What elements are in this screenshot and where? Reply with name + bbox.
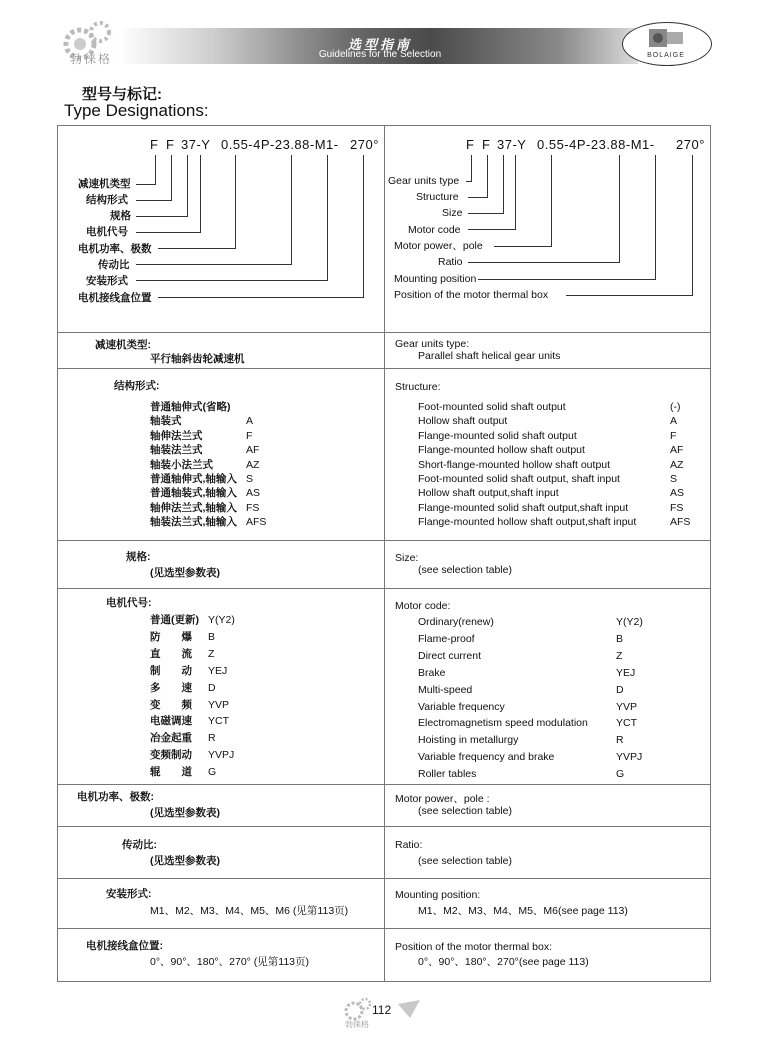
legend-cn: 安装形式 — [86, 275, 128, 287]
legend-en: Motor power、pole — [394, 240, 483, 252]
motor-code-cn: YVP — [208, 698, 230, 711]
motor-code-en: YCT — [616, 717, 637, 730]
legend-cn: 结构形式 — [86, 194, 128, 206]
motor-code-en: Z — [616, 649, 623, 662]
ratio-value-cn: (见选型参数表) — [150, 855, 220, 867]
legend-cn: 传动比 — [98, 259, 130, 271]
thermal-box-value-en: 0°、90°、180°、270°(see page 113) — [418, 956, 589, 968]
gear-type-label-en: Gear units type: — [395, 338, 470, 350]
row-divider — [57, 540, 711, 541]
motor-item-en: Brake — [418, 666, 446, 679]
structure-item-cn: 普通轴伸式(省略) — [150, 401, 231, 413]
structure-code-cn: F — [246, 429, 253, 442]
motor-code-en: G — [616, 768, 625, 781]
motor-code-cn: D — [208, 681, 216, 694]
structure-code-cn: AS — [246, 487, 261, 500]
motor-item-cn: 变频制动 — [150, 749, 192, 762]
motor-item-cn: 冶金起重 — [150, 732, 192, 745]
legend-cn: 规格 — [110, 210, 131, 222]
motor-code-cn: YCT — [208, 715, 229, 728]
legend-en: Structure — [416, 191, 459, 203]
structure-code-en: AFS — [670, 516, 691, 529]
thermal-box-value-cn: 0°、90°、180°、270° (见第113页) — [150, 956, 310, 968]
logo-left-text: 勃徕格 — [70, 52, 113, 66]
structure-item-cn: 轴装小法兰式 — [150, 458, 213, 471]
code-part: 37-Y — [497, 137, 527, 152]
structure-item-en: Flange-mounted solid shaft output — [418, 429, 577, 442]
ratio-value-en: (see selection table) — [418, 855, 512, 867]
motor-item-cn: 制 动 — [150, 664, 192, 677]
mounting-value-cn: M1、M2、M3、M4、M5、M6 (见第113页) — [150, 905, 349, 917]
code-part: F — [466, 137, 475, 152]
row-divider — [57, 878, 711, 879]
structure-item-cn: 轴装法兰式 — [150, 444, 203, 457]
section-title-cn: 型号与标记: — [82, 86, 162, 103]
motor-power-label-en: Motor power、pole : — [395, 793, 490, 805]
section-title-en: Type Designations: — [64, 101, 209, 120]
row-divider — [57, 784, 711, 785]
motor-code-cn: G — [208, 766, 217, 779]
code-part: 270° — [676, 137, 705, 152]
footer-logo-text: 勃徕格 — [345, 1020, 369, 1029]
legend-en: Motor code — [408, 224, 461, 236]
structure-code-en: F — [670, 429, 677, 442]
motor-item-en: Direct current — [418, 649, 482, 662]
motor-item-cn: 防 爆 — [150, 630, 192, 643]
motor-code-en: R — [616, 734, 624, 747]
structure-item-cn: 轴装式 — [150, 415, 182, 428]
code-part: 0.55-4P-23.88-M1- — [221, 137, 339, 152]
header-title-en: Guidelines for the Selection — [318, 49, 442, 60]
motor-code-cn: Z — [208, 647, 215, 660]
motor-item-en: Hoisting in metallurgy — [418, 734, 519, 747]
code-part: 270° — [350, 137, 379, 152]
structure-code-cn: S — [246, 473, 254, 485]
motor-item-en: Ordinary(renew) — [418, 616, 494, 628]
gear-type-label-cn: 减速机类型: — [95, 339, 151, 351]
code-part: 37-Y — [181, 137, 211, 152]
page-arrow-icon — [398, 1000, 420, 1018]
motor-code-en: D — [616, 683, 624, 696]
motor-code-cn: Y(Y2) — [208, 614, 235, 626]
structure-item-en: Hollow shaft output — [418, 415, 508, 428]
structure-code-cn: AFS — [246, 516, 267, 529]
motor-code-cn: YEJ — [208, 664, 228, 677]
thermal-box-label-en: Position of the motor thermal box: — [395, 941, 552, 953]
code-part: F — [166, 137, 175, 152]
structure-code-cn: A — [246, 415, 254, 428]
motor-code-label-cn: 电机代号: — [106, 597, 152, 609]
structure-item-en: Flange-mounted hollow shaft output,shaft input — [418, 516, 637, 529]
motor-power-value-cn: (见选型参数表) — [150, 807, 220, 819]
structure-item-en: Hollow shaft output,shaft input — [418, 487, 559, 500]
size-value-cn: (见选型参数表) — [150, 567, 220, 579]
legend-cn: 减速机类型 — [78, 178, 131, 190]
row-divider — [57, 928, 711, 929]
structure-item-en: Flange-mounted solid shaft output,shaft input — [418, 501, 629, 514]
mounting-value-en: M1、M2、M3、M4、M5、M6(see page 113) — [418, 905, 628, 917]
legend-en: Ratio — [438, 256, 463, 268]
motor-item-en: Electromagnetism speed modulation — [418, 717, 588, 730]
legend-cn: 电机代号 — [86, 226, 128, 238]
legend-en: Mounting position — [394, 273, 477, 285]
brand-logo — [622, 22, 712, 66]
table-divider — [384, 125, 385, 982]
motor-code-cn: B — [208, 630, 216, 643]
size-value-en: (see selection table) — [418, 564, 512, 576]
gear-type-value-cn: 平行轴斜齿轮减速机 — [150, 353, 245, 365]
motor-code-en: YVP — [616, 700, 638, 713]
gear-type-value-en: Parallel shaft helical gear units — [418, 350, 561, 362]
legend-en: Gear units type — [388, 175, 460, 187]
structure-item-cn: 普通轴伸式,轴输入 — [150, 473, 237, 485]
structure-item-cn: 轴伸法兰式 — [150, 429, 203, 442]
code-part: F — [482, 137, 491, 152]
brand-logo-text: BOLAIGE — [647, 52, 685, 59]
motor-item-cn: 电磁调速 — [150, 715, 192, 728]
structure-item-cn: 轴伸法兰式,轴输入 — [150, 501, 237, 514]
motor-item-cn: 普通(更新) — [150, 614, 199, 626]
motor-power-label-cn: 电机功率、极数: — [77, 791, 154, 803]
row-divider — [57, 826, 711, 827]
structure-code-en: (-) — [670, 401, 681, 413]
mounting-label-cn: 安装形式: — [106, 888, 152, 900]
structure-code-en: S — [670, 473, 678, 485]
motor-item-cn: 辊 道 — [150, 766, 192, 779]
structure-label-en: Structure: — [395, 381, 441, 393]
size-label-en: Size: — [395, 552, 419, 564]
mounting-label-en: Mounting position: — [395, 889, 481, 901]
motor-power-value-en: (see selection table) — [418, 805, 512, 817]
size-label-cn: 规格: — [126, 551, 151, 563]
structure-item-en: Short-flange-mounted hollow shaft output — [418, 458, 611, 471]
motor-code-en: YEJ — [616, 666, 636, 679]
motor-code-label-en: Motor code: — [395, 600, 451, 612]
structure-code-en: AZ — [670, 458, 684, 471]
motor-item-en: Multi-speed — [418, 683, 473, 696]
structure-item-en: Flange-mounted hollow shaft output — [418, 444, 585, 457]
motor-code-en: YVPJ — [616, 751, 643, 764]
legend-cn: 电机接线盒位置 — [78, 292, 152, 304]
motor-code-cn: YVPJ — [208, 749, 235, 762]
legend-en: Size — [442, 207, 463, 219]
structure-code-cn: AZ — [246, 458, 260, 471]
structure-item-cn: 轴装法兰式,轴输入 — [150, 516, 237, 529]
row-divider — [57, 588, 711, 589]
motor-item-cn: 变 频 — [150, 698, 192, 711]
motor-item-en: Flame-proof — [418, 632, 475, 645]
ratio-label-cn: 传动比: — [122, 839, 157, 851]
header-title-cn: 选型指南 — [347, 37, 412, 52]
thermal-box-label-cn: 电机接线盒位置: — [86, 940, 163, 952]
ratio-label-en: Ratio: — [395, 839, 423, 851]
motor-code-en: B — [616, 632, 624, 645]
motor-item-cn: 多 速 — [150, 681, 192, 694]
motor-item-en: Roller tables — [418, 768, 477, 781]
structure-item-en: Foot-mounted solid shaft output, shaft input — [418, 473, 620, 485]
motor-item-en: Variable frequency — [418, 700, 505, 713]
motor-item-cn: 直 流 — [150, 647, 192, 660]
motor-item-en: Variable frequency and brake — [418, 751, 555, 764]
gearbox-icon — [623, 23, 711, 53]
motor-code-cn: R — [208, 732, 216, 745]
page-number: 112 — [372, 1003, 392, 1017]
row-divider — [57, 332, 711, 333]
structure-code-en: A — [670, 415, 678, 428]
structure-label-cn: 结构形式: — [114, 380, 160, 392]
structure-code-en: AS — [670, 487, 685, 500]
code-part: F — [150, 137, 159, 152]
structure-code-cn: FS — [246, 501, 260, 514]
structure-code-en: FS — [670, 501, 684, 514]
motor-code-en: Y(Y2) — [616, 616, 643, 628]
row-divider — [57, 368, 711, 369]
structure-code-cn: AF — [246, 444, 260, 457]
code-part: 0.55-4P-23.88-M1- — [537, 137, 655, 152]
legend-cn: 电机功率、极数 — [78, 243, 152, 255]
structure-code-en: AF — [670, 444, 684, 457]
structure-item-cn: 普通轴装式,轴输入 — [150, 487, 237, 500]
structure-item-en: Foot-mounted solid shaft output — [418, 401, 566, 413]
legend-en: Position of the motor thermal box — [394, 289, 549, 301]
